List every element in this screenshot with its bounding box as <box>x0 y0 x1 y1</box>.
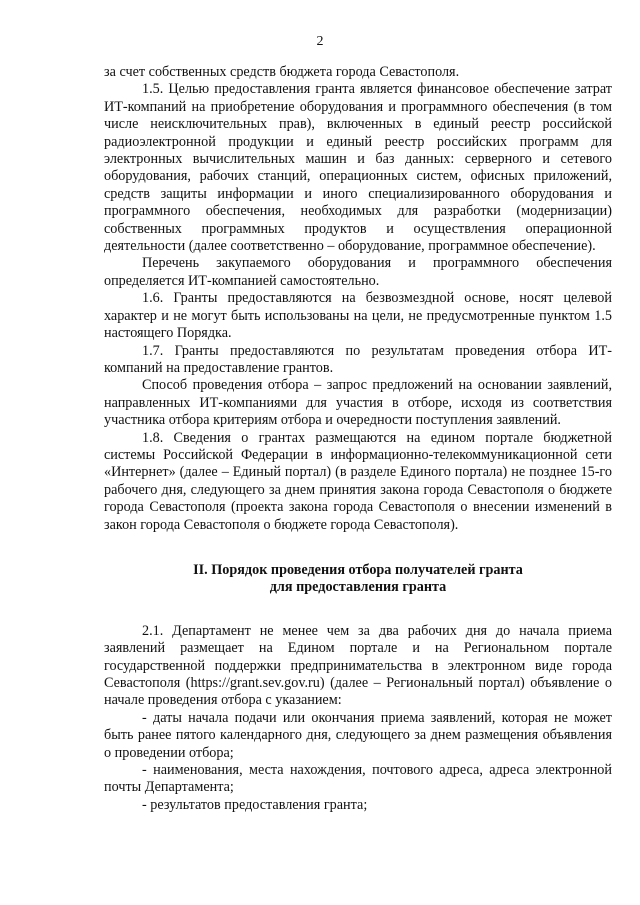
list-item-department-info: - наименования, места нахождения, почтового адреса, адреса электронной почты Департамента; <box>104 762 612 796</box>
list-item-grant-results: - результатов предоставления гранта; <box>142 796 368 813</box>
paragraph-1-6: 1.6. Гранты предоставляются на безвозмездной основе, носят целевой характер и не могут быть использованы на цели, не предусмотренные пунктом 1.5 настоящего Порядка. <box>104 290 612 342</box>
list-item-dates: - даты начала подачи или окончания приема заявлений, которая не может быть ранее пятого календарного дня, следующего за днем размещения объявления о проведении отбора; <box>104 709 612 761</box>
page-number: 2 <box>316 34 324 49</box>
section-heading-line-2: для предоставления гранта <box>269 579 447 596</box>
document-body <box>104 64 612 814</box>
paragraph-1-7: 1.7. Гранты предоставляются по результатам проведения отбора ИТ-компаний на предоставление грантов. <box>104 342 612 376</box>
paragraph-selection-method: Способ проведения отбора – запрос предложений на основании заявлений, направленных ИТ-компаниями для участия в отборе, исходя из соответствия участника отбора критериям отбора и очередности поступления заявлений. <box>104 377 612 429</box>
section-heading-line-1: II. Порядок проведения отбора получателей гранта <box>193 561 523 578</box>
paragraph-continuation: за счет собственных средств бюджета города Севастополя. <box>104 64 460 80</box>
paragraph-1-5: 1.5. Целью предоставления гранта является финансовое обеспечение затрат ИТ-компаний на приобретение оборудования и программного обеспечения (в том числе неисключительных прав), включенных в единый реестр российской радиоэлектронной продукции и единый реестр российских программ для электронных вычислительных машин и баз данных: серверного и сетевого оборудования, рабочих станций, операционных систем, офисных приложений, средств защиты информации и иного специализированного оборудования и программного обеспечения, необходимых для разработки (модернизации) собственных программных продуктов и осуществления операционной деятельности (далее соответственно – оборудование, программное обеспечение). <box>104 81 612 255</box>
paragraph-1-8: 1.8. Сведения о грантах размещаются на едином портале бюджетной системы Российской Федерации в информационно-телекоммуникационной сети «Интернет» (далее – Единый портал) (в разделе Единого портала) не позднее 15-го рабочего дня, следующего за днем принятия закона города Севастополя о бюджете города Севастополя (проекта закона города Севастополя о внесении изменений в закон города Севастополя о бюджете города Севастополя). <box>104 429 612 533</box>
paragraph-equipment-list: Перечень закупаемого оборудования и программного обеспечения определяется ИТ-компанией самостоятельно. <box>104 255 612 289</box>
paragraph-2-1: 2.1. Департамент не менее чем за два рабочих дня до начала приема заявлений размещает на Едином портале и на Региональном портале государственной поддержки предпринимательства в электронном виде города Севастополя (https://grant.sev.gov.ru) (далее – Региональный портал) объявление о начале проведения отбора с указанием: <box>104 622 612 709</box>
section-heading <box>104 562 612 597</box>
